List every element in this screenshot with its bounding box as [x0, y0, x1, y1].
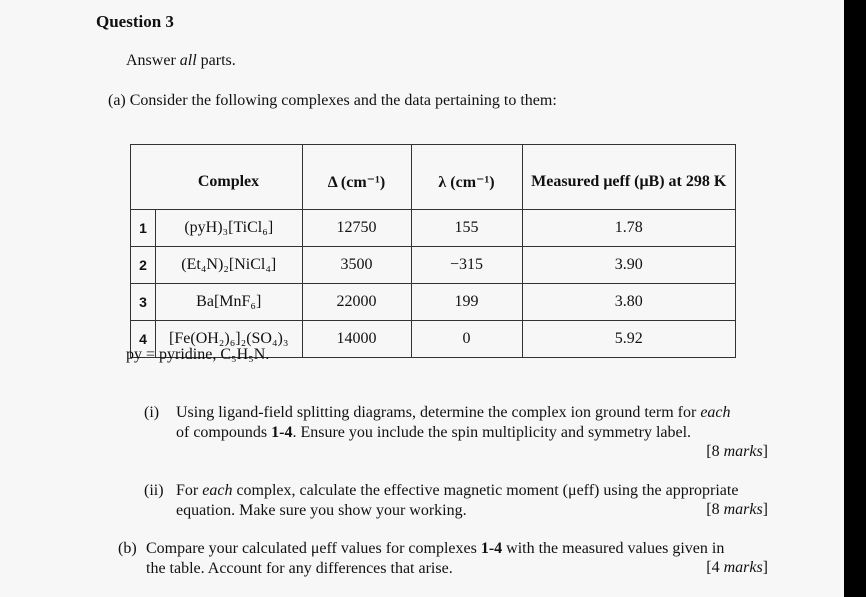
table-header-row	[131, 145, 736, 210]
row-index: 3	[131, 284, 156, 321]
question-title: Question 3	[96, 12, 174, 31]
sub-question-i-line1	[176, 403, 731, 423]
sub-question-i-label: (i)	[144, 404, 160, 421]
row-index: 4	[131, 321, 156, 358]
sub-question-ii-line1-prefix: For	[176, 482, 203, 499]
part-b-bold: 1-4	[480, 540, 503, 557]
delta-cell: 22000	[302, 284, 411, 321]
measured-mu-header: Measured μeff (μB) at 298 K	[522, 145, 736, 210]
complexes-table	[130, 144, 736, 358]
mu-cell: 3.80	[522, 284, 736, 321]
sub-question-i-text	[176, 403, 731, 443]
complex-cell: [Fe(OH₂)₆]₂(SO₄)₃	[156, 321, 303, 358]
sub-question-i-line2-suffix: . Ensure you include the spin multiplicity and symmetry label.	[292, 424, 692, 441]
complex-cell: Ba[MnF₆]	[156, 284, 303, 321]
sub-question-i-line2-prefix: of compounds	[176, 424, 272, 441]
marks-word: marks	[723, 559, 763, 576]
marks-word: marks	[723, 501, 763, 518]
part-b-line1	[146, 539, 724, 559]
complex-cell: (pyH)₃[TiCl₆]	[156, 210, 303, 247]
lambda-cell: 199	[411, 284, 522, 321]
index-header	[131, 145, 156, 210]
part-b-marks	[706, 559, 768, 577]
lambda-cell: 0	[411, 321, 522, 358]
sub-question-i-line1-prefix: Using ligand-field splitting diagrams, determine the complex ion ground term for	[176, 404, 701, 421]
row-index: 2	[131, 247, 156, 284]
part-b-line2: the table. Account for any differences that arise.	[146, 560, 453, 577]
marks-close: ]	[762, 443, 768, 460]
marks-number: [8	[706, 501, 724, 518]
delta-header: Δ (cm⁻¹)	[302, 145, 411, 210]
lambda-header: λ (cm⁻¹)	[411, 145, 522, 210]
part-a-intro: (a) Consider the following complexes and the data pertaining to them:	[108, 92, 557, 109]
sub-question-ii-line2: equation. Make sure you show your working.	[176, 502, 467, 519]
delta-cell: 12750	[302, 210, 411, 247]
sub-question-i-emph: each	[700, 404, 731, 421]
delta-cell: 14000	[302, 321, 411, 358]
instruction-emph: all	[179, 52, 197, 69]
marks-number: [4	[706, 559, 724, 576]
delta-cell: 3500	[302, 247, 411, 284]
sub-question-ii-line1-suffix: complex, calculate the effective magnetic moment (μeff) using the appropriate	[232, 482, 739, 499]
mu-cell: 5.92	[522, 321, 736, 358]
instruction-suffix: parts.	[196, 52, 236, 69]
part-b-label: (b)	[118, 540, 137, 557]
sub-question-i-marks	[706, 443, 768, 461]
sub-question-ii-label: (ii)	[144, 482, 164, 499]
marks-number: [8	[706, 443, 724, 460]
part-b-line1-prefix: Compare your calculated μeff values for complexes	[146, 540, 481, 557]
pyridine-note: py = pyridine, C₅H₅N.	[126, 346, 270, 363]
sub-question-i-bold: 1-4	[271, 424, 293, 441]
complex-header: Complex	[156, 145, 303, 210]
table-row	[131, 284, 736, 321]
lambda-cell: 155	[411, 210, 522, 247]
complex-cell: (Et₄N)₂[NiCl₄]	[156, 247, 303, 284]
part-b-text	[146, 539, 724, 579]
sub-question-ii-emph: each	[202, 482, 233, 499]
marks-word: marks	[723, 443, 763, 460]
sub-question-i-line2	[176, 423, 731, 443]
instruction	[126, 52, 236, 70]
part-b-line1-suffix: with the measured values given in	[502, 540, 725, 557]
mu-cell: 3.90	[522, 247, 736, 284]
marks-close: ]	[762, 501, 768, 518]
sub-question-ii-text	[176, 481, 738, 521]
row-index: 1	[131, 210, 156, 247]
lambda-cell: −315	[411, 247, 522, 284]
table-row	[131, 210, 736, 247]
instruction-prefix: Answer	[126, 52, 180, 69]
mu-cell: 1.78	[522, 210, 736, 247]
sub-question-ii-line1	[176, 481, 738, 501]
sub-question-ii-marks	[706, 501, 768, 519]
table-row	[131, 247, 736, 284]
marks-close: ]	[762, 559, 768, 576]
